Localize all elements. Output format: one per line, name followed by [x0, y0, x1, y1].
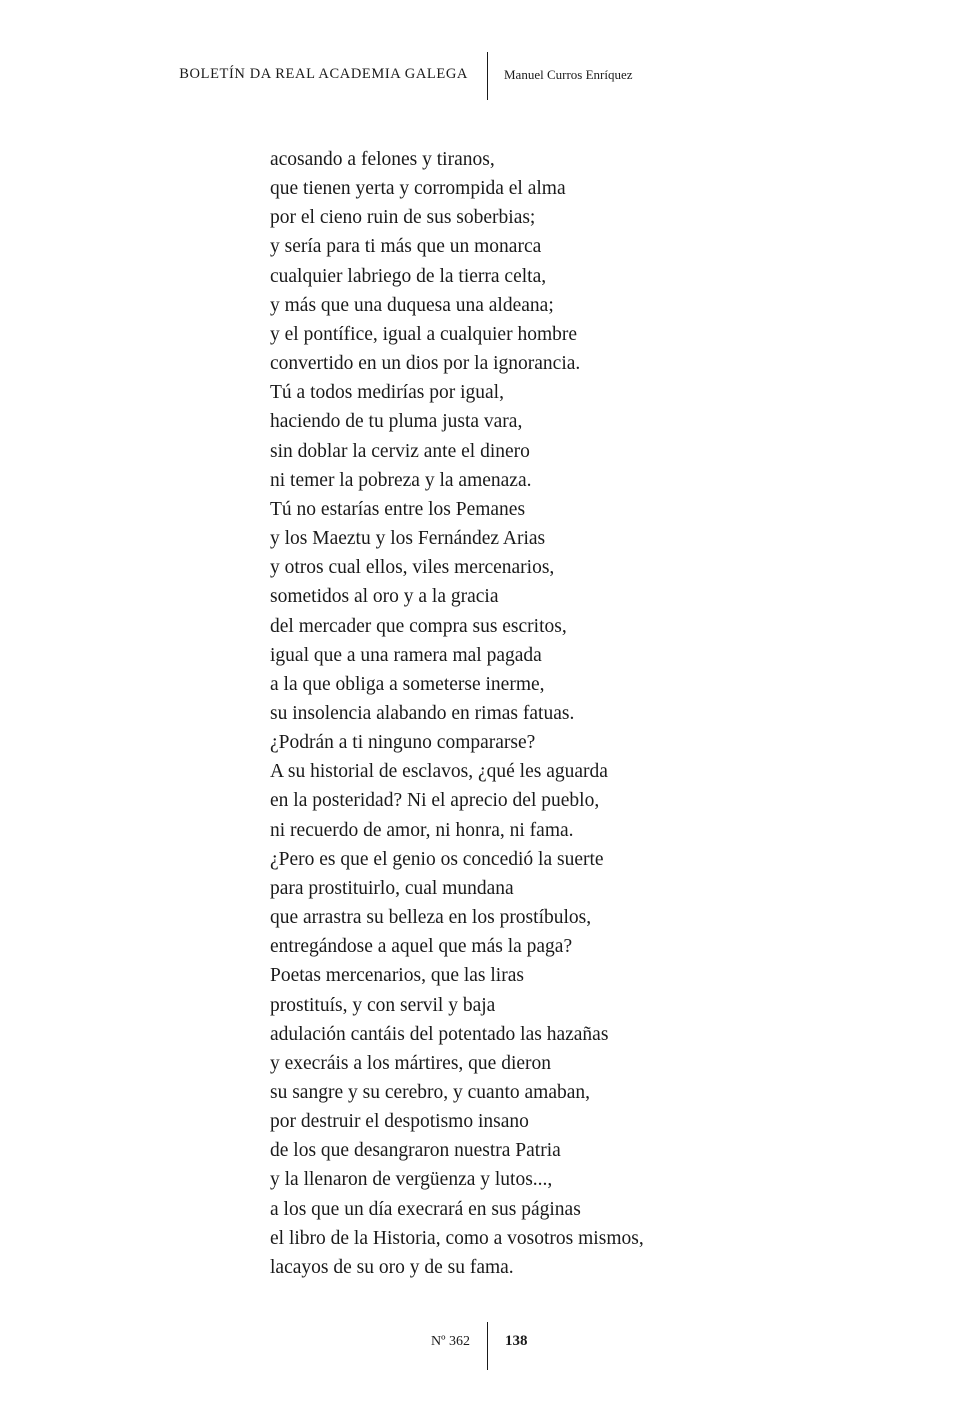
poem-line: ni temer la pobreza y la amenaza.	[270, 469, 532, 491]
poem-line: ni recuerdo de amor, ni honra, ni fama.	[270, 819, 574, 841]
poem-line: ¿Pero es que el genio os concedió la suerte	[270, 848, 604, 870]
poem-line: a los que un día execrará en sus páginas	[270, 1198, 581, 1220]
poem-line: convertido en un dios por la ignorancia.	[270, 353, 581, 375]
header-divider	[487, 52, 488, 100]
poem-line: acosando a felones y tiranos,	[270, 149, 495, 170]
poem-line: su sangre y su cerebro, y cuanto amaban,	[270, 1082, 591, 1103]
issue-number: Nº 362	[431, 1334, 470, 1349]
poem-line: haciendo de tu pluma justa vara,	[270, 411, 523, 433]
poem-line: el libro de la Historia, como a vosotros mismos,	[270, 1227, 644, 1249]
poem-line: y sería para ti más que un monarca	[270, 236, 542, 258]
poem-line: y el pontífice, igual a cualquier hombre	[270, 323, 578, 345]
running-footer	[0, 1322, 975, 1370]
poem-line: cualquier labriego de la tierra celta,	[270, 265, 547, 287]
poem-line: Tú a todos medirías por igual,	[270, 382, 504, 404]
footer-divider	[487, 1322, 488, 1370]
poem-line: prostituís, y con servil y baja	[270, 994, 496, 1016]
poem-line: por destruir el despotismo insano	[270, 1111, 529, 1133]
poem-line: sin doblar la cerviz ante el dinero	[270, 440, 530, 462]
poem-line: y los Maeztu y los Fernández Arias	[270, 528, 546, 550]
poem-body	[270, 145, 790, 1282]
poem-line: y la llenaron de vergüenza y lutos...,	[270, 1169, 553, 1191]
author-name: Manuel Curros Enríquez	[504, 67, 633, 82]
poem-line: y otros cual ellos, viles mercenarios,	[270, 557, 555, 579]
poem-line: sometidos al oro y a la gracia	[270, 586, 499, 608]
poem-line: de los que desangraron nuestra Patria	[270, 1140, 561, 1162]
poem-line: ¿Podrán a ti ninguno compararse?	[270, 732, 536, 754]
page-number: 138	[505, 1333, 528, 1349]
poem-line: que arrastra su belleza en los prostíbulos,	[270, 907, 592, 929]
poem-line: A su historial de esclavos, ¿qué les aguarda	[270, 761, 608, 783]
poem-line: Tú no estarías entre los Pemanes	[270, 498, 526, 520]
poem-line: lacayos de su oro y de su fama.	[270, 1256, 514, 1278]
poem-line: en la posteridad? Ni el aprecio del pueblo,	[270, 790, 600, 812]
poem-line: Poetas mercenarios, que las liras	[270, 965, 524, 987]
poem-line: adulación cantáis del potentado las hazañas	[270, 1023, 609, 1045]
poem-line: a la que obliga a someterse inerme,	[270, 673, 545, 695]
poem-line: por el cieno ruin de sus soberbias;	[270, 207, 536, 229]
poem-line: y más que una duquesa una aldeana;	[270, 294, 554, 316]
running-header	[0, 52, 975, 100]
poem-line: para prostituirlo, cual mundana	[270, 877, 514, 899]
poem-line: y execráis a los mártires, que dieron	[270, 1052, 552, 1074]
poem-line: que tienen yerta y corrompida el alma	[270, 178, 566, 200]
poem-line: igual que a una ramera mal pagada	[270, 644, 542, 666]
poem-line: entregándose a aquel que más la paga?	[270, 936, 573, 958]
journal-title: BOLETÍN DA REAL ACADEMIA GALEGA	[179, 66, 468, 82]
poem-line: su insolencia alabando en rimas fatuas.	[270, 702, 575, 724]
poem-line: del mercader que compra sus escritos,	[270, 615, 567, 637]
